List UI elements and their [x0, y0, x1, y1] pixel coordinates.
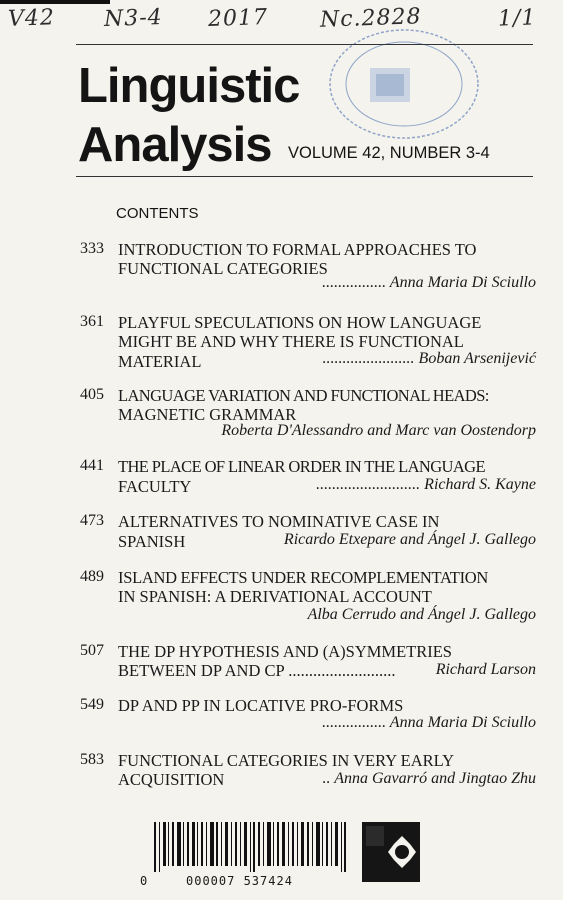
publisher-seal-icon — [362, 822, 420, 882]
entry-title-line: IN SPANISH: A DERIVATIONAL ACCOUNT — [118, 587, 432, 606]
barcode-lead-digit: 0 — [140, 874, 148, 888]
page-number: 333 — [80, 240, 104, 257]
entry-author: .. Anna Gavarró and Jingtao Zhu — [322, 770, 536, 787]
barcode-bars — [154, 822, 364, 872]
journal-title-line1: Linguistic — [78, 59, 300, 113]
entry-author: Ricardo Etxepare and Ángel J. Gallego — [283, 531, 536, 548]
entry-author: ................ Anna Maria Di Sciullo — [322, 274, 536, 291]
entry-title-line: DP AND PP IN LOCATIVE PRO-FORMS — [118, 696, 404, 715]
entry-title-line: ISLAND EFFECTS UNDER RECOMPLEMENTATION — [118, 568, 489, 587]
volume-label: VOLUME 42, NUMBER 3-4 — [288, 144, 490, 162]
entry-title-line: INTRODUCTION TO FORMAL APPROACHES TO — [118, 240, 477, 259]
toc-entry — [80, 240, 540, 290]
entry-title-line: MAGNETIC GRAMMAR — [118, 405, 297, 424]
top-rule — [76, 44, 533, 45]
toc-entry — [80, 642, 540, 687]
handwriting-copy: 1/1 — [497, 5, 537, 32]
entry-title-line: FUNCTIONAL CATEGORIES IN VERY EARLY — [118, 751, 454, 770]
journal-title-line2: Analysis — [78, 118, 272, 172]
entry-title-line: LANGUAGE VARIATION AND FUNCTIONAL HEADS: — [118, 386, 489, 405]
page-number: 583 — [80, 751, 104, 768]
page-number: 405 — [80, 386, 104, 403]
toc-entry — [80, 386, 540, 441]
entry-title-line: SPANISH — [118, 532, 186, 551]
toc-entry — [80, 751, 540, 796]
toc-entry — [80, 512, 540, 557]
entry-title-line: ALTERNATIVES TO NOMINATIVE CASE IN — [118, 512, 440, 531]
toc-entry — [80, 313, 540, 373]
entry-title-line: THE PLACE OF LINEAR ORDER IN THE LANGUAGE — [118, 457, 485, 476]
page-number: 489 — [80, 568, 104, 585]
entry-author: ....................... Boban Arsenijević — [322, 350, 536, 367]
entry-title-line: PLAYFUL SPECULATIONS ON HOW LANGUAGE — [118, 313, 482, 332]
toc-entry — [80, 568, 540, 623]
entry-author: Richard Larson — [435, 661, 536, 678]
entry-title-line: THE DP HYPOTHESIS AND (A)SYMMETRIES — [118, 642, 452, 661]
handwriting-call-number: Nc.2828 — [319, 4, 422, 33]
handwriting-volume: V42 — [7, 5, 56, 32]
page-number: 473 — [80, 512, 104, 529]
entry-title-line: ACQUISITION — [118, 770, 225, 789]
entry-title-line: FUNCTIONAL CATEGORIES — [118, 259, 328, 278]
entry-title-line: FACULTY — [118, 477, 192, 496]
entry-author: Roberta D'Alessandro and Marc van Oostendorp — [221, 422, 536, 439]
entry-title-line: BETWEEN DP AND CP .......................... — [118, 661, 396, 680]
barcode-number: 000007 537424 — [186, 874, 293, 888]
toc-entry — [80, 696, 540, 736]
entry-title-line: MIGHT BE AND WHY THERE IS FUNCTIONAL — [118, 332, 464, 351]
page-number: 441 — [80, 457, 104, 474]
page-number: 507 — [80, 642, 104, 659]
entry-author: ................ Anna Maria Di Sciullo — [322, 714, 536, 731]
toc-entry — [80, 457, 540, 502]
entry-author: Alba Cerrudo and Ángel J. Gallego — [307, 606, 536, 623]
entry-title-line: MATERIAL — [118, 352, 202, 371]
entry-author: .......................... Richard S. Kayne — [316, 476, 536, 493]
contents-heading: CONTENTS — [116, 205, 199, 222]
title-rule — [76, 176, 533, 177]
page-number: 549 — [80, 696, 104, 713]
page-number: 361 — [80, 313, 104, 330]
handwriting-year: 2017 — [207, 4, 269, 33]
library-stamp — [320, 22, 488, 142]
handwriting-number: N3-4 — [103, 4, 164, 33]
top-edge-bar — [0, 0, 110, 4]
